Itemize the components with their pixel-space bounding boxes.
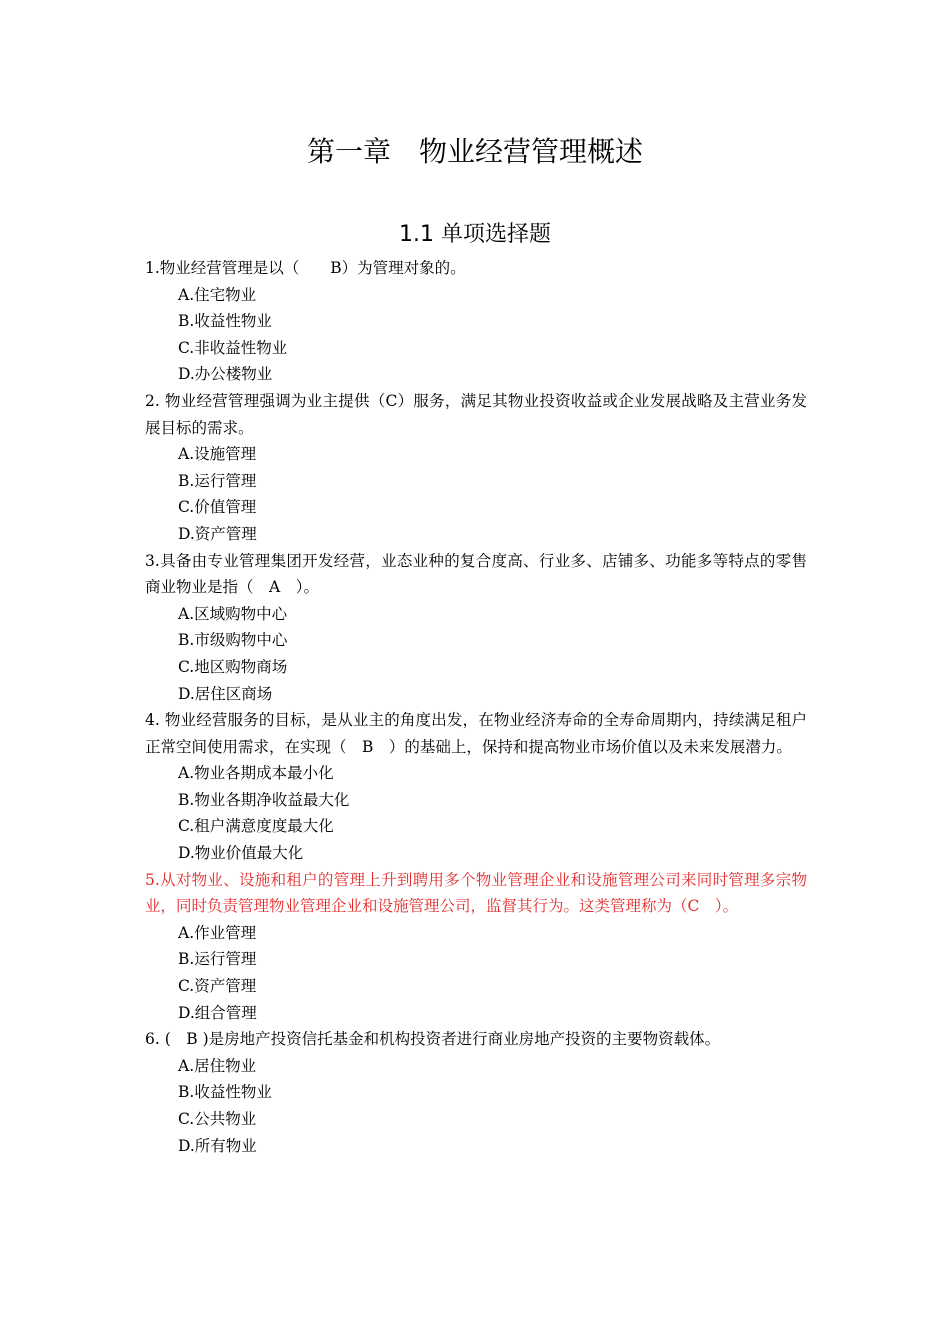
question-stem: 2. 物业经营管理强调为业主提供（C）服务，满足其物业投资收益或企业发展战略及主营业务发展目标的需求。 xyxy=(145,391,807,437)
option-a: A.住宅物业 xyxy=(178,285,257,304)
question-4 xyxy=(145,707,807,867)
question-6 xyxy=(145,1026,807,1159)
question-2 xyxy=(145,388,807,548)
option-a: A.物业各期成本最小化 xyxy=(178,764,334,783)
question-list xyxy=(145,255,807,1159)
option-a: A.区域购物中心 xyxy=(178,604,288,623)
option-b: B.收益性物业 xyxy=(178,312,272,331)
option-b: B.市级购物中心 xyxy=(178,631,288,650)
option-c: C.地区购物商场 xyxy=(178,657,288,676)
option-a: A.作业管理 xyxy=(178,923,257,942)
option-d: D.办公楼物业 xyxy=(178,365,273,384)
question-stem: 3.具备由专业管理集团开发经营，业态业种的复合度高、行业多、店铺多、功能多等特点的零售商业物业是指（ A ）。 xyxy=(145,551,807,597)
option-b: B.物业各期净收益最大化 xyxy=(178,790,350,809)
section-title: 1.1 单项选择题 xyxy=(399,222,551,247)
option-d: D.所有物业 xyxy=(178,1136,257,1155)
question-stem-highlighted: 5.从对物业、设施和租户的管理上升到聘用多个物业管理企业和设施管理公司来同时管理多宗物业，同时负责管理物业管理企业和设施管理公司，监督其行为。这类管理称为（C ）。 xyxy=(145,870,807,916)
chapter-title: 第一章 物业经营管理概述 xyxy=(306,135,643,168)
question-stem: 6. ( B )是房地产投资信托基金和机构投资者进行商业房地产投资的主要物资载体。 xyxy=(145,1030,721,1049)
question-5 xyxy=(145,867,807,1027)
question-stem: 4. 物业经营服务的目标，是从业主的角度出发，在物业经济寿命的全寿命周期内，持续满足租户正常空间使用需求，在实现（ B ）的基础上，保持和提高物业市场价值以及未来发展潜力。 xyxy=(145,711,807,756)
option-b: B.运行管理 xyxy=(178,950,257,969)
option-c: C.租户满意度度最大化 xyxy=(178,817,334,836)
option-c: C.非收益性物业 xyxy=(178,338,288,357)
option-d: D.居住区商场 xyxy=(178,684,273,703)
question-3 xyxy=(145,548,807,708)
option-b: B.运行管理 xyxy=(178,471,257,490)
option-c: C.资产管理 xyxy=(178,977,257,996)
option-d: D.资产管理 xyxy=(178,524,257,543)
option-c: C.公共物业 xyxy=(178,1110,257,1128)
question-1 xyxy=(145,255,807,388)
option-d: D.物业价值最大化 xyxy=(178,844,304,863)
question-stem: 1.物业经营管理是以（ B）为管理对象的。 xyxy=(145,259,466,277)
option-b: B.收益性物业 xyxy=(178,1083,272,1102)
option-d: D.组合管理 xyxy=(178,1003,257,1022)
option-a: A.设施管理 xyxy=(178,445,257,464)
option-a: A.居住物业 xyxy=(178,1056,257,1075)
option-c: C.价值管理 xyxy=(178,498,257,517)
